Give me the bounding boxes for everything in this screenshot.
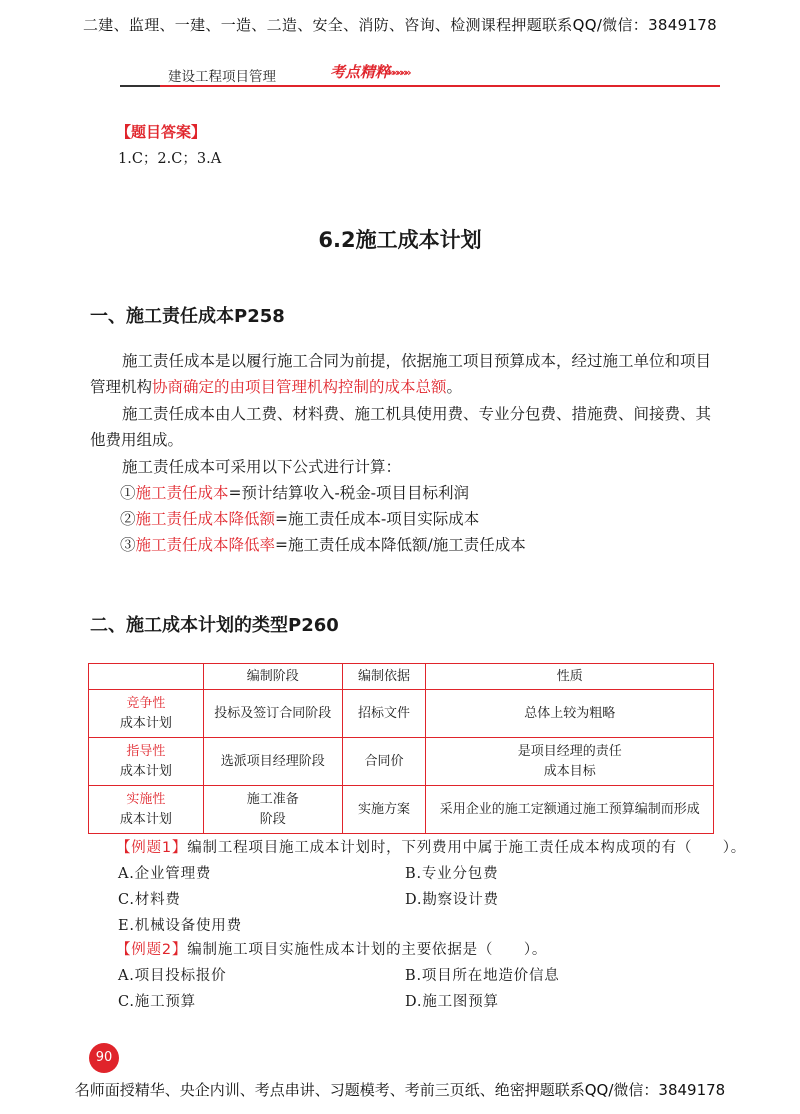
- top-banner: 二建、监理、一建、一造、二造、安全、消防、咨询、检测课程押题联系QQ/微信：3849178: [83, 16, 717, 34]
- p1-line-b: [90, 374, 720, 400]
- p2-line-a: 施工责任成本由人工费、材料费、施工机具使用费、专业分包费、措施费、间接费、其: [122, 405, 712, 423]
- table-cell-nature: [426, 690, 714, 738]
- answer-text: 1.C；2.C；3.A: [118, 151, 222, 167]
- header-tag: 考点精粹: [330, 63, 391, 81]
- formula-1: [120, 480, 750, 506]
- formula-2-term: 施工责任成本降低额: [135, 510, 276, 528]
- formula-1-num: ①: [120, 484, 136, 502]
- table-header-cell: 编制阶段: [203, 664, 342, 690]
- table-header-row: [89, 664, 714, 690]
- table-row: [89, 690, 714, 738]
- table-row: [89, 738, 714, 786]
- table-cell-nature: [426, 786, 714, 834]
- formula-3-term: 施工责任成本降低率: [135, 536, 276, 554]
- table-cell-type: [89, 690, 204, 738]
- cost-plan-type-table: [88, 663, 714, 834]
- table-cell-nature: [426, 738, 714, 786]
- table-cell-type: [89, 738, 204, 786]
- stage-line-a: 投标及签订合同阶段: [214, 705, 332, 721]
- formula-2: [120, 506, 750, 532]
- table-header-cell: [89, 664, 204, 690]
- part1-paragraph-3: 施工责任成本可采用以下公式进行计算：: [122, 458, 402, 476]
- example1-label: 【例题1】: [116, 840, 188, 856]
- example1-text: 编制工程项目施工成本计划时，下列费用中属于施工责任成本构成项的有（ ）。: [187, 840, 747, 856]
- nature-line-a: 采用企业的施工定额通过施工预算编制而形成: [439, 801, 700, 817]
- example1-option-a: A.企业管理费: [118, 866, 212, 882]
- table-cell-basis: 实施方案: [342, 786, 426, 834]
- example1-option-c: C.材料费: [118, 892, 181, 908]
- type-sub: 成本计划: [119, 763, 172, 779]
- bottom-banner: 名师面授精华、央企内训、考点串讲、习题模考、考前三页纸、绝密押题联系QQ/微信：3849178: [74, 1081, 726, 1099]
- example1-option-e: E.机械设备使用费: [118, 918, 242, 934]
- header-chevrons-icon: »»»»»»: [384, 66, 409, 79]
- section-title: 6.2施工成本计划: [318, 228, 482, 252]
- formula-2-expr: =施工责任成本-项目实际成本: [275, 510, 480, 528]
- type-name: 指导性: [126, 743, 166, 759]
- type-name: 实施性: [126, 791, 166, 807]
- stage-line-a: 施工准备: [246, 791, 299, 807]
- example1-question: [116, 836, 746, 857]
- page-number-badge: 90: [89, 1043, 119, 1073]
- example1-option-d: D.勘察设计费: [405, 892, 499, 908]
- header-divider: [120, 85, 720, 87]
- formula-1-term: 施工责任成本: [135, 484, 229, 502]
- formula-3: [120, 532, 750, 558]
- example2-question: [116, 938, 547, 959]
- table-cell-basis: 招标文件: [342, 690, 426, 738]
- p1-text: 管理机构: [90, 378, 153, 396]
- table-cell-stage: [203, 738, 342, 786]
- p1-line-a: 施工责任成本是以履行施工合同为前提，依据施工项目预算成本，经过施工单位和项目: [122, 352, 712, 370]
- table-header-cell: 性质: [426, 664, 714, 690]
- part1-paragraph-2: [90, 401, 720, 453]
- formula-2-num: ②: [120, 510, 136, 528]
- table-row: [89, 786, 714, 834]
- stage-line-a: 选派项目经理阶段: [220, 753, 325, 769]
- table-cell-basis: 合同价: [342, 738, 426, 786]
- header-divider-accent: [120, 85, 160, 87]
- nature-line-a: 是项目经理的责任: [517, 743, 622, 759]
- table-cell-type: [89, 786, 204, 834]
- example1-option-b: B.专业分包费: [405, 866, 499, 882]
- p1-highlight: 协商确定的由项目管理机构控制的成本总额: [152, 378, 447, 396]
- part2-heading: 二、施工成本计划的类型P260: [90, 615, 339, 636]
- p1-end: 。: [446, 378, 463, 396]
- p2-line-b: 他费用组成。: [90, 431, 184, 449]
- nature-line-b: 成本目标: [543, 763, 596, 779]
- example2-text: 编制施工项目实施性成本计划的主要依据是（ ）。: [187, 942, 548, 958]
- part1-heading: 一、施工责任成本P258: [90, 306, 285, 327]
- answer-label: 【题目答案】: [116, 123, 207, 141]
- formula-1-expr: =预计结算收入-税金-项目目标利润: [228, 484, 469, 502]
- type-sub: 成本计划: [119, 715, 172, 731]
- example2-option-b: B.项目所在地造价信息: [405, 968, 560, 984]
- example2-option-a: A.项目投标报价: [118, 968, 227, 984]
- type-name: 竞争性: [126, 695, 166, 711]
- table-cell-stage: [203, 690, 342, 738]
- example2-option-c: C.施工预算: [118, 994, 196, 1010]
- table-cell-stage: [203, 786, 342, 834]
- formula-3-expr: =施工责任成本降低额/施工责任成本: [275, 536, 526, 554]
- type-sub: 成本计划: [119, 811, 172, 827]
- example2-option-d: D.施工图预算: [405, 994, 499, 1010]
- formula-3-num: ③: [120, 536, 136, 554]
- part1-paragraph-1: [90, 348, 720, 400]
- stage-line-b: 阶段: [259, 811, 286, 827]
- header-book-title: 建设工程项目管理: [168, 69, 276, 85]
- example2-label: 【例题2】: [116, 942, 188, 958]
- nature-line-a: 总体上较为粗略: [524, 705, 616, 721]
- table-header-cell: 编制依据: [342, 664, 426, 690]
